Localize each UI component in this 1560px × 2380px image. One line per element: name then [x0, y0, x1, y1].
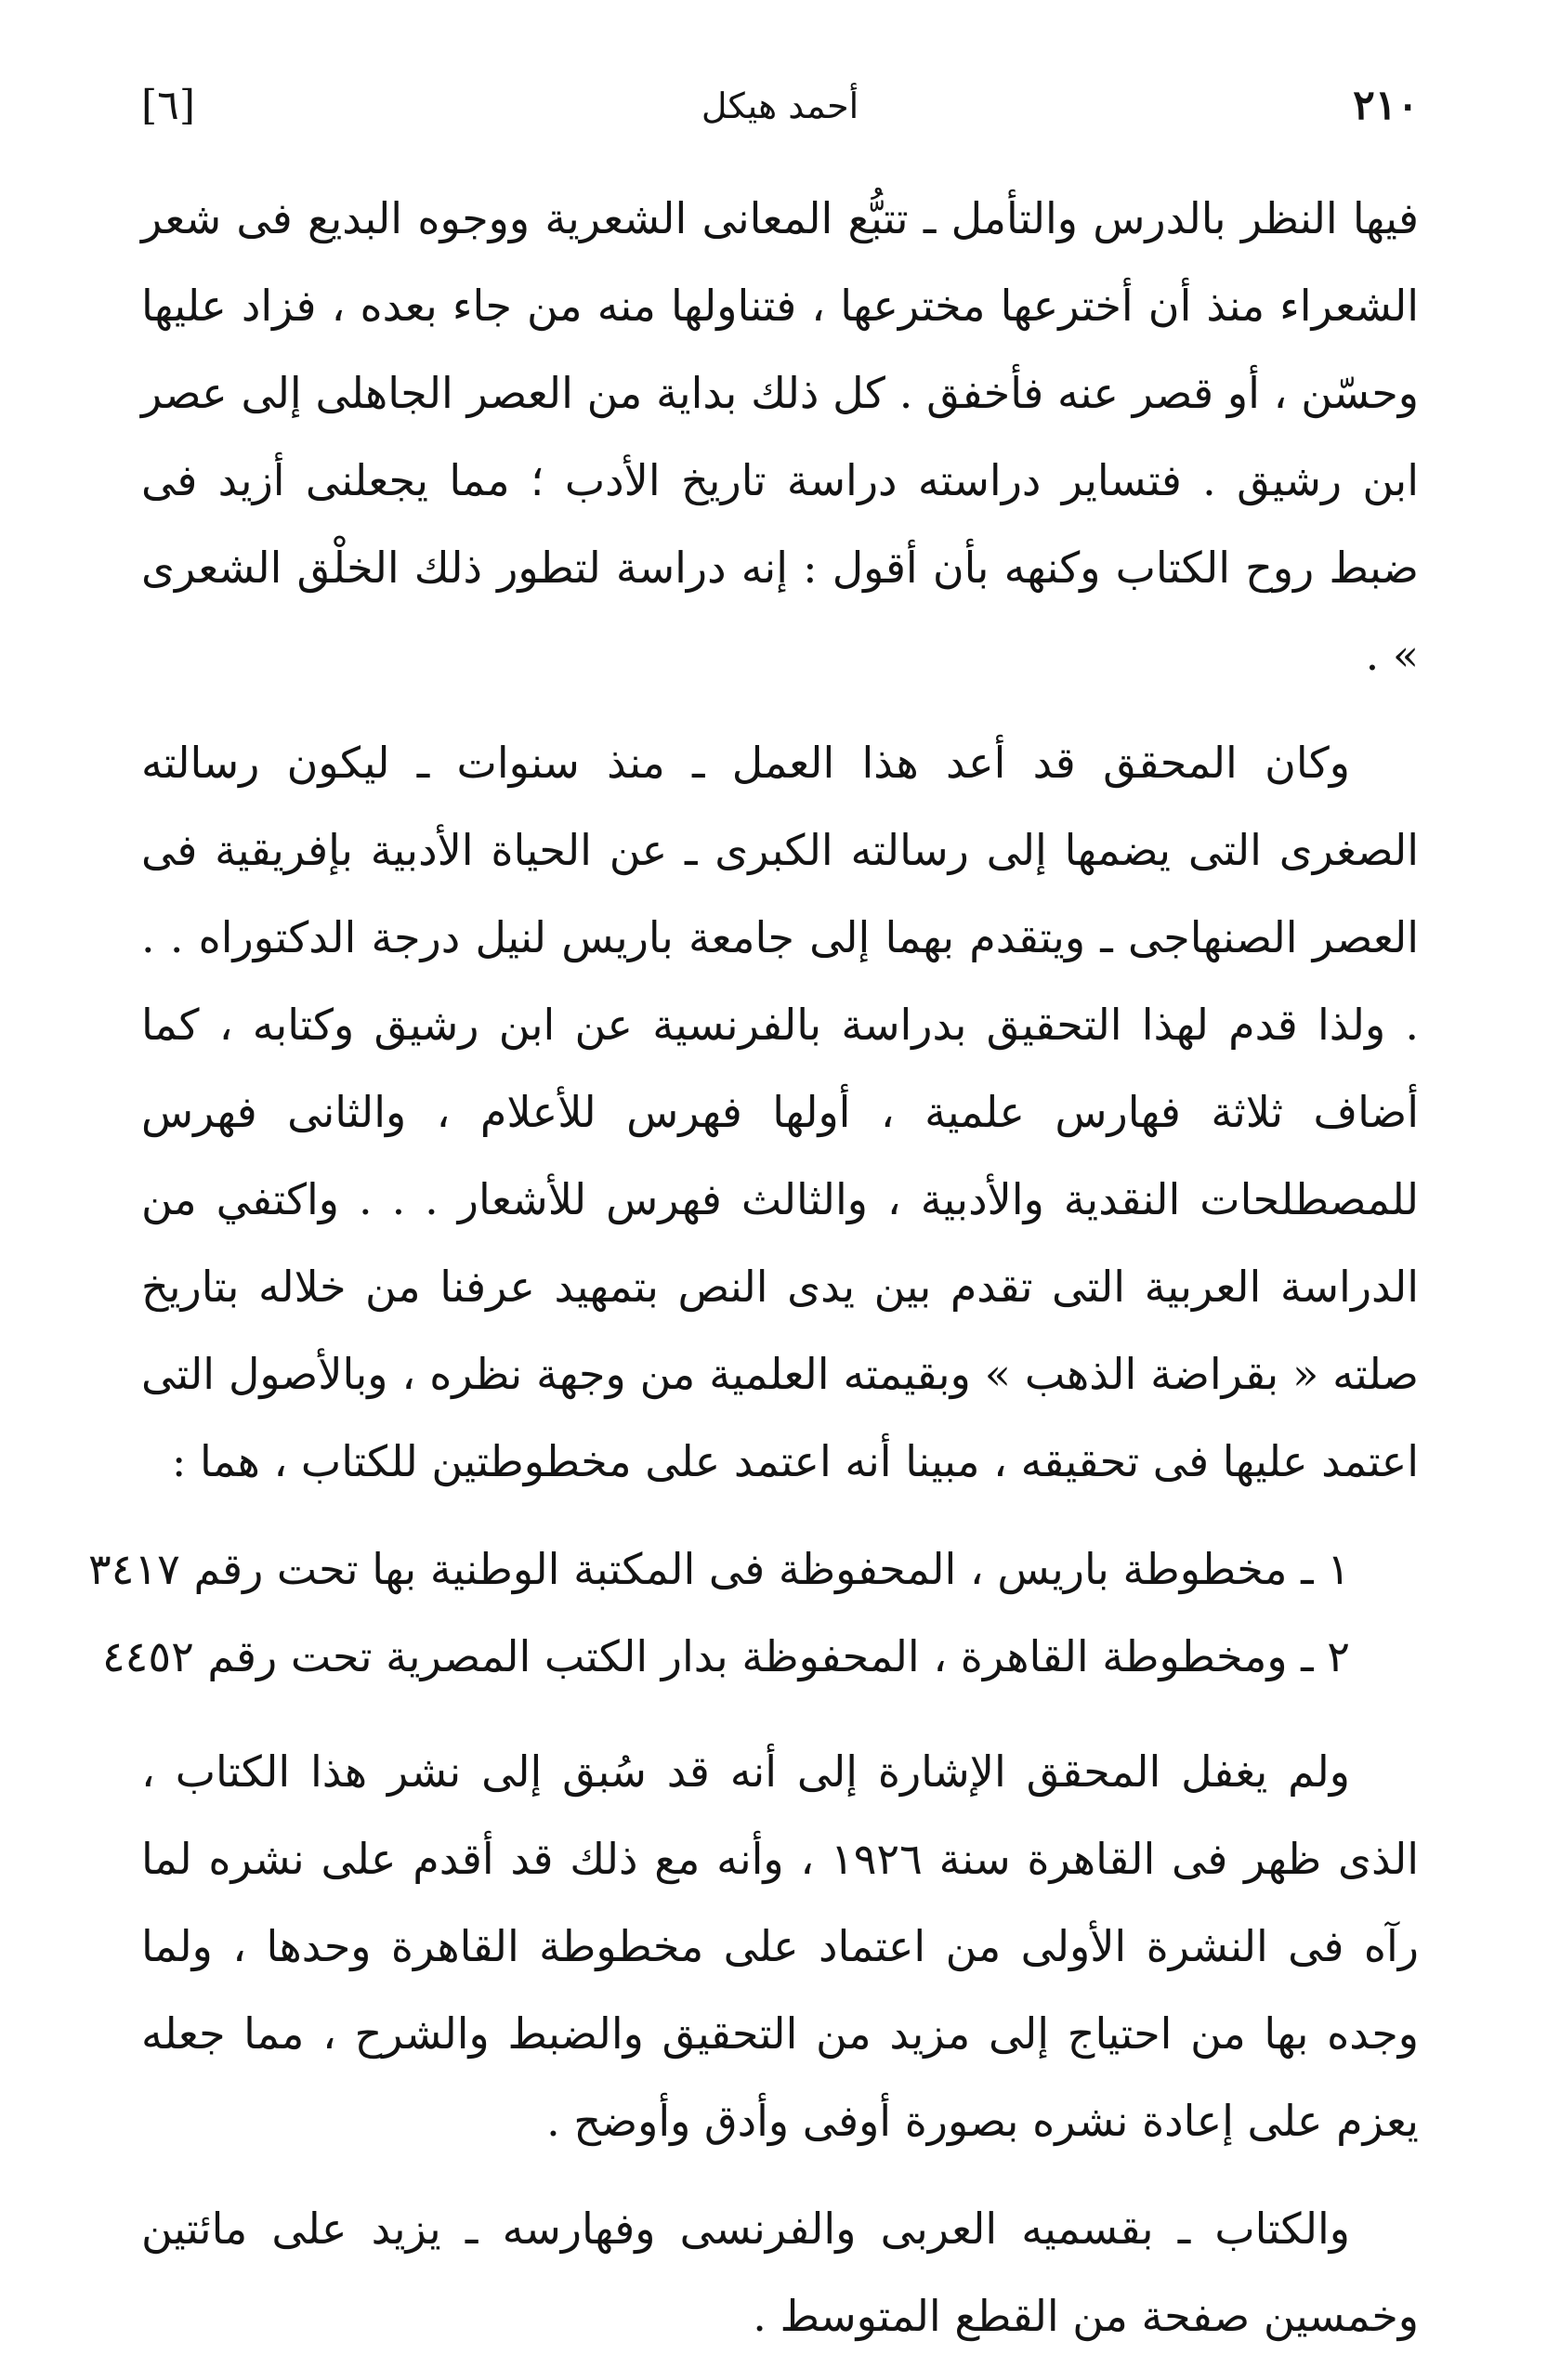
manuscript-list	[88, 1525, 1419, 1700]
running-title: أحمد هيكل	[701, 85, 859, 126]
paragraph-editor-work: وكان المحقق قد أعد هذا العمل ـ منذ سنوات ـ ليكون رسالته الصغرى التى يضمها إلى رسالته الكبرى ـ عن الحياة الأدبية بإفريقية فى العصر الصنهاجى ـ ويتقدم بهما إلى جامعة باريس لنيل درجة الدكتوراه . . . ولذا قدم لهذا التحقيق بدراسة بالفرنسية عن ابن رشيق وكتابه ، كما أضاف ثلاثة فهارس علمية ، أولها فهرس للأعلام ، والثانى فهرس للمصطلحات النقدية والأدبية ، والثالث فهرس للأشعار . . . واكتفي من الدراسة العربية التى تقدم بين يدى النص بتمهيد عرفنا من خلاله بتاريخ صلته « بقراضة الذهب » وبقيمته العلمية من وجهة نظره ، وبالأصول التى اعتمد عليها فى تحقيقه ، مبينا أنه اعتمد على مخطوطتين للكتاب ، هما :	[141, 738, 1419, 1486]
page-number: ٢١٠	[1353, 82, 1419, 129]
page-body	[88, 175, 1419, 2380]
list-item-cairo-manuscript: ٢ ـ ومخطوطة القاهرة ، المحفوظة بدار الكتب المصرية تحت رقم ٤٤٥٢	[101, 1631, 1350, 1681]
list-item-paris-manuscript: ١ ـ مخطوطة باريس ، المحفوظة فى المكتبة الوطنية بها تحت رقم ٣٤١٧	[88, 1544, 1350, 1594]
paragraph-continuation: فيها النظر بالدرس والتأمل ـ تتبُّع المعانى الشعرية ووجوه البديع فى شعر الشعراء منذ أن أخترعها مخترعها ، فتناولها منه من جاء بعده ، فزاد عليها وحسّن ، أو قصر عنه فأخفق . كل ذلك بداية من العصر الجاهلى إلى عصر ابن رشيق . فتساير دراسته دراسة تاريخ الأدب ؛ مما يجعلنى أزيد فى ضبط روح الكتاب وكنهه بأن أقول : إنه دراسة لتطور ذلك الخلْق الشعرى » .	[141, 193, 1419, 680]
section-mark: [٦]	[141, 82, 195, 129]
page-header	[141, 82, 1419, 147]
paragraph-book-size: والكتاب ـ بقسميه العربى والفرنسى وفهارسه ـ يزيد على مائتين وخمسين صفحة من القطع المتوسط .	[141, 2203, 1419, 2341]
paragraph-previous-edition: ولم يغفل المحقق الإشارة إلى أنه قد سُبق إلى نشر هذا الكتاب ، الذى ظهر فى القاهرة سنة ١٩٢٦ ، وأنه مع ذلك قد أقدم على نشره لما رآه فى النشرة الأولى من اعتماد على مخطوطة القاهرة وحدها ، ولما وجده بها من احتياج إلى مزيد من التحقيق والضبط والشرح ، مما جعله يعزم على إعادة نشره بصورة أوفى وأدق وأوضح .	[141, 1746, 1419, 2146]
